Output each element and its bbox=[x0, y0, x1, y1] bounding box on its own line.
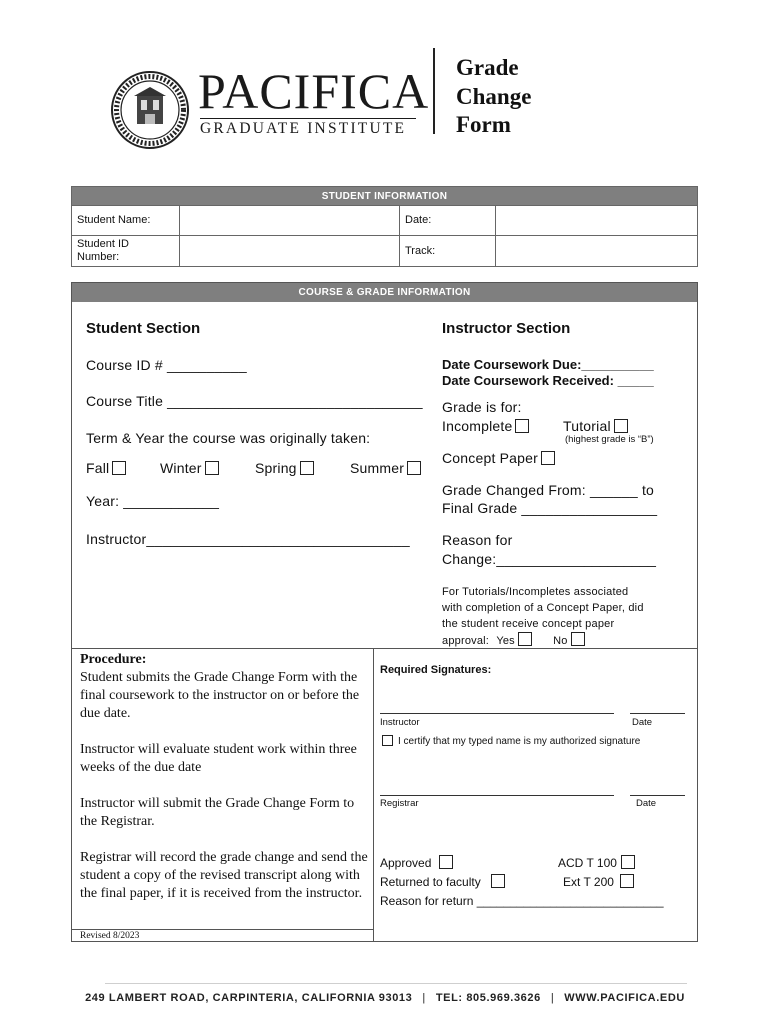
date-field[interactable] bbox=[496, 206, 698, 236]
tutorial-option[interactable] bbox=[563, 418, 628, 434]
approved-option[interactable] bbox=[380, 855, 453, 870]
registrar-date-label: Date bbox=[636, 798, 657, 809]
spring-option[interactable] bbox=[255, 460, 314, 476]
procedure-step: Instructor will evaluate student work within three weeks of the due date bbox=[80, 742, 357, 775]
instructor-date-label: Date bbox=[632, 717, 653, 728]
fall-label: Fall bbox=[86, 460, 110, 476]
approved-checkbox[interactable] bbox=[439, 855, 453, 869]
term-year-label: Term & Year the course was originally taken: bbox=[86, 430, 371, 446]
approval-yes-label: Yes bbox=[496, 635, 515, 647]
tutorial-label: Tutorial bbox=[563, 418, 611, 434]
form-title bbox=[456, 54, 531, 140]
procedure-signature-divider bbox=[373, 648, 374, 941]
registrar-signature-line[interactable] bbox=[380, 795, 614, 796]
spring-label: Spring bbox=[255, 460, 297, 476]
footer-phone: TEL: 805.969.3626 bbox=[435, 992, 541, 1004]
fall-checkbox[interactable] bbox=[112, 461, 126, 475]
procedure-title: Procedure: bbox=[80, 652, 147, 667]
reason-field[interactable]: Change:____________________ bbox=[442, 551, 657, 567]
student-info-table bbox=[71, 186, 698, 267]
incomplete-option[interactable] bbox=[442, 418, 529, 434]
highest-grade-note: (highest grade is “B”) bbox=[565, 434, 654, 445]
approved-label: Approved bbox=[380, 856, 432, 870]
returned-label: Returned to faculty bbox=[380, 875, 481, 889]
procedure-step: Registrar will record the grade change and send the student a copy of the revised transcript along with the final paper, if it is received from the instructor. bbox=[80, 850, 368, 901]
student-name-field[interactable] bbox=[180, 206, 400, 236]
incomplete-checkbox[interactable] bbox=[515, 419, 529, 433]
signatures-title: Required Signatures: bbox=[380, 664, 492, 676]
footer-address: 249 LAMBERT ROAD, CARPINTERIA, CALIFORNIA 93013 bbox=[85, 992, 413, 1004]
tutorials-note-line: with completion of a Concept Paper, did bbox=[442, 602, 644, 614]
winter-label: Winter bbox=[160, 460, 202, 476]
registrar-signature-label: Registrar bbox=[380, 798, 419, 809]
concept-paper-checkbox[interactable] bbox=[541, 451, 555, 465]
coursework-due-field[interactable]: Date Coursework Due:__________ bbox=[442, 357, 654, 372]
concept-paper-label: Concept Paper bbox=[442, 450, 538, 466]
form-title-line: Grade bbox=[456, 55, 519, 80]
year-field[interactable]: Year: ____________ bbox=[86, 493, 220, 509]
certify-option[interactable] bbox=[380, 735, 640, 747]
approval-no-checkbox[interactable] bbox=[571, 632, 585, 646]
procedure-block bbox=[80, 651, 370, 903]
summer-option[interactable] bbox=[350, 460, 421, 476]
footer-separator: | bbox=[422, 992, 426, 1004]
registrar-date-line[interactable] bbox=[630, 795, 685, 796]
coursework-received-field[interactable]: Date Coursework Received: _____ bbox=[442, 373, 654, 388]
student-section-title: Student Section bbox=[86, 320, 201, 337]
ext-label: Ext T 200 bbox=[563, 875, 614, 889]
procedure-step: Student submits the Grade Change Form with the final coursework to the instructor on or before the due date. bbox=[80, 670, 360, 721]
instructor-date-line[interactable] bbox=[630, 713, 685, 714]
acd-checkbox[interactable] bbox=[621, 855, 635, 869]
course-title-field[interactable]: Course Title ________________________________ bbox=[86, 393, 423, 409]
track-label: Track: bbox=[400, 236, 496, 267]
incomplete-label: Incomplete bbox=[442, 418, 513, 434]
approval-row bbox=[442, 632, 644, 649]
final-grade-field[interactable]: Final Grade _________________ bbox=[442, 500, 658, 516]
course-grade-heading: COURSE & GRADE INFORMATION bbox=[72, 283, 697, 302]
footer-website: WWW.PACIFICA.EDU bbox=[564, 992, 685, 1004]
student-name-label: Student Name: bbox=[72, 206, 180, 236]
certify-label: I certify that my typed name is my authorized signature bbox=[398, 736, 641, 747]
certify-checkbox[interactable] bbox=[382, 735, 393, 746]
tutorials-note-line: For Tutorials/Incompletes associated bbox=[442, 586, 629, 598]
student-id-label: Student ID Number: bbox=[72, 236, 180, 267]
winter-checkbox[interactable] bbox=[205, 461, 219, 475]
returned-checkbox[interactable] bbox=[491, 874, 505, 888]
instructor-signature-line[interactable] bbox=[380, 713, 614, 714]
returned-option[interactable] bbox=[380, 874, 505, 889]
procedure-step: Instructor will submit the Grade Change Form to the Registrar. bbox=[80, 796, 355, 829]
date-label: Date: bbox=[400, 206, 496, 236]
ext-checkbox[interactable] bbox=[620, 874, 634, 888]
footer-rule bbox=[105, 983, 687, 984]
instructor-section-title: Instructor Section bbox=[442, 320, 571, 337]
header-divider bbox=[433, 48, 435, 134]
procedure-divider bbox=[72, 648, 697, 649]
track-field[interactable] bbox=[496, 236, 698, 267]
winter-option[interactable] bbox=[160, 460, 219, 476]
reason-label: Reason for bbox=[442, 532, 513, 548]
approval-label: approval: bbox=[442, 635, 490, 647]
revised-date: Revised 8/2023 bbox=[80, 931, 140, 941]
form-title-line: Form bbox=[456, 112, 511, 137]
student-id-field[interactable] bbox=[180, 236, 400, 267]
tutorial-checkbox[interactable] bbox=[614, 419, 628, 433]
logo-subtitle: GRADUATE INSTITUTE bbox=[200, 118, 416, 138]
instructor-field[interactable]: Instructor_________________________________ bbox=[86, 531, 410, 547]
revised-divider bbox=[72, 929, 373, 930]
tutorials-note-line: the student receive concept paper bbox=[442, 618, 615, 630]
acd-label: ACD T 100 bbox=[558, 856, 617, 870]
form-title-line: Change bbox=[456, 83, 532, 109]
reason-for-return-field[interactable]: Reason for return ____________________________ bbox=[380, 894, 664, 908]
approval-yes-checkbox[interactable] bbox=[518, 632, 532, 646]
footer bbox=[0, 992, 770, 1004]
summer-label: Summer bbox=[350, 460, 405, 476]
logo-wordmark: PACIFICA bbox=[198, 63, 430, 119]
acd-option[interactable] bbox=[558, 855, 635, 870]
grade-changed-field[interactable]: Grade Changed From: ______ to bbox=[442, 482, 655, 498]
fall-option[interactable] bbox=[86, 460, 126, 476]
tutorials-note bbox=[442, 584, 644, 649]
ext-option[interactable] bbox=[563, 874, 634, 889]
course-id-field[interactable]: Course ID # __________ bbox=[86, 357, 247, 373]
grade-is-for-label: Grade is for: bbox=[442, 399, 522, 415]
approval-no-label: No bbox=[553, 635, 568, 647]
summer-checkbox[interactable] bbox=[407, 461, 421, 475]
spring-checkbox[interactable] bbox=[300, 461, 314, 475]
concept-paper-option[interactable] bbox=[442, 450, 555, 466]
instructor-signature-label: Instructor bbox=[380, 717, 420, 728]
footer-separator: | bbox=[550, 992, 555, 1004]
student-info-heading: STUDENT INFORMATION bbox=[72, 187, 698, 206]
institute-seal-logo bbox=[110, 70, 190, 150]
